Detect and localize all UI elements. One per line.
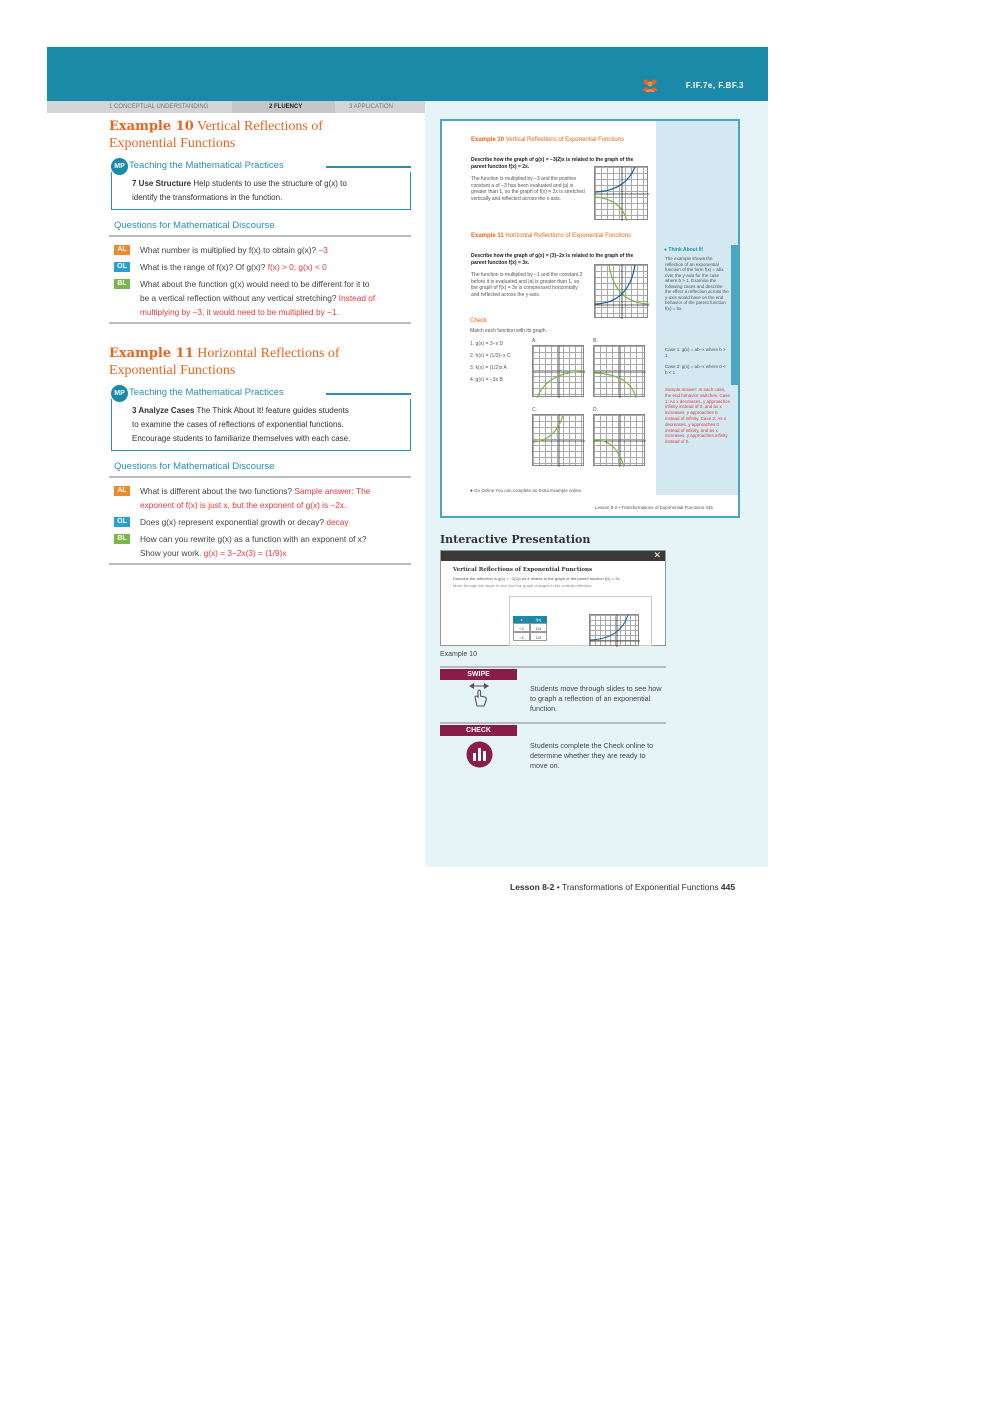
question-ol: OL Does g(x) represent exponential growth or decay? decay xyxy=(114,515,414,529)
thumb-check-prompt: Match each function with its graph. xyxy=(470,328,547,334)
thumb-ex11-prompt: Describe how the graph of g(x) = (3)−2x is related to the graph of the parent function f(x) = 3x. xyxy=(471,253,634,266)
question-al: AL What is different about the two functions? Sample answer: The exponent of f(x) is just x, but the exponent of g(x) is −2x. xyxy=(114,484,414,512)
interactive-presentation-frame[interactable] xyxy=(440,550,666,646)
level-badge-al: AL xyxy=(114,245,130,255)
level-badge-ol: OL xyxy=(114,517,130,527)
graph-label-b: B. xyxy=(593,338,598,344)
interactive-caption: Example 10 xyxy=(440,651,477,658)
thumb-ex10-body: The function is multiplied by −3 and the positive constant a of −3 has been evaluated and |a| is greater than 1, so the graph of f(x) = 2x is stretched vertically and reflected across the x-axis. xyxy=(471,176,585,202)
thumb-check-label: Check xyxy=(470,318,488,324)
page-footer: Lesson 8-2 • Transformations of Exponential Functions 445 xyxy=(510,882,736,892)
standards-label: F.IF.7e, F.BF.3 xyxy=(685,81,744,90)
level-badge-bl: BL xyxy=(114,534,130,544)
swipe-icon xyxy=(467,682,491,708)
level-badge-al: AL xyxy=(114,486,130,496)
slide-title: Vertical Reflections of Exponential Functions xyxy=(453,567,593,573)
example11-heading: Example 11 Horizontal Reflections of Exponential Functions xyxy=(109,346,340,378)
lesson-tabs xyxy=(47,101,425,113)
slide-line1: Describe the reflection in g(x) = −3(2)x as it relates to the graph of the parent function f(x) = 2x. xyxy=(453,576,621,581)
swipe-label: SWIPE xyxy=(440,669,517,680)
check-label: CHECK xyxy=(440,725,517,736)
example10-heading: Example 10 Vertical Reflections of Exponential Functions xyxy=(109,119,323,151)
lightbulb-icon: ● xyxy=(664,247,669,253)
group-icon xyxy=(642,78,658,92)
check-graph-a xyxy=(532,345,584,397)
slide-graph xyxy=(589,614,639,646)
thumb-ex10-prompt: Describe how the graph of g(x) = −3(2)x is related to the graph of the parent function f(x) = 2x. xyxy=(471,157,634,170)
think-case1: Case 1: g(x) = ab−x where b > 1 xyxy=(665,347,726,358)
thumb-ex11-body: The function is multiplied by −1 and the constant 2 before it is evaluated and |a| is greater than 1, so the graph of f(x) = 3x is compressed horizontally and reflected across the y-axis. xyxy=(471,272,583,298)
close-icon[interactable]: ✕ xyxy=(653,550,661,560)
think-case2: Case 2: g(x) = ab−x where 0 < b < 1 xyxy=(665,364,726,375)
mp-badge: MP xyxy=(111,158,128,175)
think-answer: Sample answer: In each case, the end behavior switches. Case 1: As x decreases, y approaches infinity instead of 0, and as x increases, y approaches 0 instead of infinity. Case 2: As x decreases, y approaches 0 instead of infinity, and as x increases, y approaches infinity instead of 0. xyxy=(665,387,731,445)
thumb-ex11-heading: Example 11 Horizontal Reflections of Exponential Functions xyxy=(471,233,632,239)
thumb-ex10-graph xyxy=(594,166,648,220)
example11-mp-box xyxy=(111,385,411,451)
think-about-it-text: The example shows the reflection of an exponential function of the form f(x) = abx over the y-axis for the case where b > 1. Examine the following cases and describe the effect a reflection across the y-axis would have on the end behavior of the parent function f(x) = bx. xyxy=(665,256,729,311)
question-bl: BL What about the function g(x) would need to be different for it to be a vertical reflection without any vertical stretching? Instead of multiplying by −3, it would need to be multiplied by −1. xyxy=(114,277,414,319)
mp-heading: Teaching the Mathematical Practices xyxy=(129,160,284,171)
thumb-online-note: ● Go Online You can complete an Extra Example online. xyxy=(470,488,583,493)
discourse-heading: Questions for Mathematical Discourse xyxy=(114,461,275,472)
example10-mp-box xyxy=(111,158,411,210)
mp-badge: MP xyxy=(111,385,128,402)
swipe-text: Students move through slides to see how to graph a reflection of an exponential function. xyxy=(530,684,662,713)
slide-table: x f(x) −2 1/4 −1 1/2 xyxy=(513,616,547,646)
mp-box-text: 3 Analyze Cases The Think About It! feature guides students to examine the cases of reflections of exponential functions. Encourage students to familiarize themselves with each case. xyxy=(111,399,411,451)
tab-application[interactable]: 3 APPLICATION xyxy=(349,104,393,110)
question-ol: OL What is the range of f(x)? Of g(x)? f(x) > 0; g(x) < 0 xyxy=(114,260,414,274)
check-graph-c xyxy=(532,414,584,466)
question-bl: BL How can you rewrite g(x) as a function with an exponent of x? Show your work. g(x) = 3−2x(3) = (1/9)x xyxy=(114,532,414,560)
thumb-footer: Lesson 8-2 • Transformations of Exponential Functions 445 xyxy=(595,505,713,510)
slide-line2: Move through the steps to see how the graph changes in the vertical reflection. xyxy=(453,583,593,588)
interactive-heading: Interactive Presentation xyxy=(440,533,591,546)
tab-fluency[interactable]: 2 FLUENCY xyxy=(269,104,303,110)
mp-box-text: 7 Use Structure Help students to use the structure of g(x) to identify the transformations in the function. xyxy=(111,172,411,210)
check-graph-b xyxy=(593,345,645,397)
mp-heading: Teaching the Mathematical Practices xyxy=(129,387,284,398)
graph-label-c: C. xyxy=(532,407,537,413)
check-text: Students complete the Check online to determine whether they are ready to move on. xyxy=(530,741,654,770)
bar-chart-icon xyxy=(466,741,493,768)
thumb-ex10-heading: Example 10 Vertical Reflections of Exponential Functions xyxy=(471,137,625,143)
discourse-heading: Questions for Mathematical Discourse xyxy=(114,220,275,231)
graph-label-d: D. xyxy=(593,407,598,413)
tab-conceptual[interactable]: 1 CONCEPTUAL UNDERSTANDING xyxy=(109,104,209,110)
go-online-icon: ● xyxy=(470,488,474,493)
thumb-ex11-graph xyxy=(594,264,648,318)
check-graph-d xyxy=(593,414,645,466)
graph-label-a: A. xyxy=(532,338,537,344)
think-about-it-label: ● Think About It! xyxy=(664,247,704,253)
header-bar xyxy=(47,47,768,101)
thumb-check-items: 1. g(x) = 3−x D 2. h(x) = (1/3)−x C 3. k(x) = (1/2)x A 4. g(x) = −3x B xyxy=(470,341,511,383)
level-badge-ol: OL xyxy=(114,262,130,272)
level-badge-bl: BL xyxy=(114,279,130,289)
question-al: AL What number is multiplied by f(x) to obtain g(x)? −3 xyxy=(114,243,414,257)
